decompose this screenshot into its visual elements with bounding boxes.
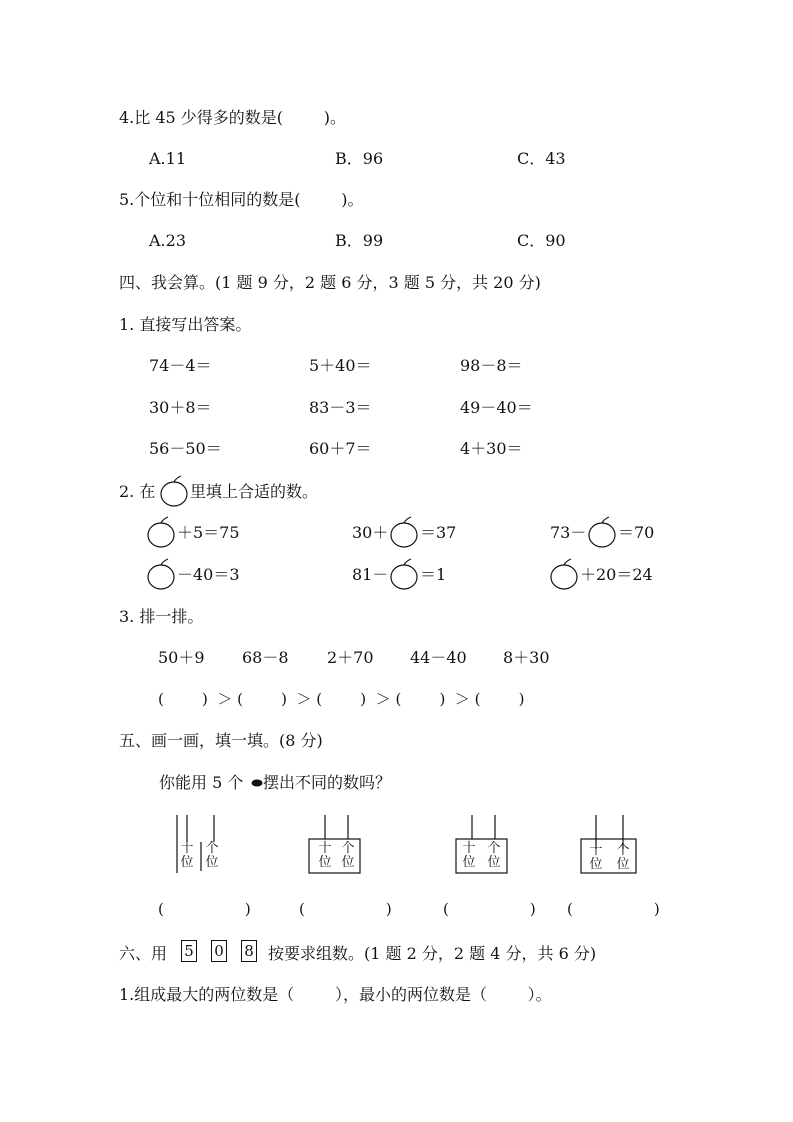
sort-item: 8＋30 [503,648,550,667]
apple-icon [389,558,419,590]
abacus [172,815,232,877]
ones-label: 个位 [341,841,355,870]
q5-option-c: C．90 [517,231,566,250]
calc-item: 60＋7＝ [309,439,372,458]
calc-item: 4＋30＝ [460,439,523,458]
fill-eq-pre: 30＋ [352,523,389,542]
q5-text: 5.个位和十位相同的数是( )。 [119,190,364,209]
apple-icon [146,558,176,590]
section5-title: 五、画一画，填一填。(8 分) [119,731,323,750]
abacus [580,815,638,875]
calc-item: 74－4＝ [149,356,212,375]
abacus [455,815,509,875]
sort-item: 44－40 [410,648,467,667]
section6-title-pre: 六、用 [119,944,168,963]
apple-icon [159,475,189,507]
bead-icon [251,777,263,789]
tens-label: 十位 [180,841,194,870]
q4-text: 4.比 45 少得多的数是( )。 [119,108,346,127]
fill-eq-post: ＋5＝75 [177,523,240,542]
answer-blank: ( ) [158,900,251,918]
s4-p3-title: 3. 排一排。 [119,607,204,626]
s5-prompt-post: 摆出不同的数吗？ [263,773,392,792]
fill-eq-post: ＝37 [420,523,457,542]
apple-icon [389,516,419,548]
digit-card: 0 [211,940,227,962]
s4-p2-title-pre: 2. 在 [119,482,156,501]
q5-option-a: A.23 [149,231,186,250]
q4-option-b: B．96 [335,149,384,168]
calc-item: 56－50＝ [149,439,222,458]
calc-item: 98－8＝ [460,356,523,375]
s4-p1-title: 1. 直接写出答案。 [119,315,252,334]
fill-eq-pre: 81－ [352,565,389,584]
calc-item: 5＋40＝ [309,356,372,375]
tens-label: 十位 [589,843,603,872]
calc-item: 30＋8＝ [149,398,212,417]
digit-card: 5 [181,940,197,962]
apple-icon [146,516,176,548]
sort-item: 50＋9 [158,648,205,667]
fill-eq-post: ＝1 [420,565,447,584]
q4-option-c: C．43 [517,149,566,168]
s4-p2-title-post: 里填上合适的数。 [190,482,319,501]
ones-label: 个位 [205,841,219,870]
tens-label: 十位 [318,841,332,870]
sort-order-line: ( ) ＞ ( ) ＞ ( ) ＞ ( ) ＞ ( ) [158,690,525,708]
q5-option-b: B．99 [335,231,384,250]
s6-q1: 1.组成最大的两位数是（ ），最小的两位数是（ ）。 [119,985,552,1004]
section6-title-post: 按要求组数。(1 题 2 分，2 题 4 分，共 6 分) [268,944,597,963]
fill-eq-post: ＝70 [618,523,655,542]
ones-label: 个位 [616,843,630,872]
fill-eq-pre: 73－ [550,523,587,542]
calc-item: 83－3＝ [309,398,372,417]
apple-icon [549,558,579,590]
apple-icon [587,516,617,548]
answer-blank: ( ) [567,900,660,918]
digit-card: 8 [241,940,257,962]
answer-blank: ( ) [443,900,536,918]
tens-label: 十位 [462,841,476,870]
section4-title: 四、我会算。(1 题 9 分，2 题 6 分，3 题 5 分，共 20 分) [119,273,541,292]
fill-eq-post: ＋20＝24 [580,565,653,584]
q4-option-a: A.11 [149,149,186,168]
s5-prompt-pre: 你能用 5 个 [159,773,244,792]
sort-item: 2＋70 [327,648,374,667]
ones-label: 个位 [487,841,501,870]
answer-blank: ( ) [299,900,392,918]
abacus [308,815,362,875]
fill-eq-post: －40＝3 [177,565,240,584]
sort-item: 68－8 [242,648,289,667]
calc-item: 49－40＝ [460,398,533,417]
